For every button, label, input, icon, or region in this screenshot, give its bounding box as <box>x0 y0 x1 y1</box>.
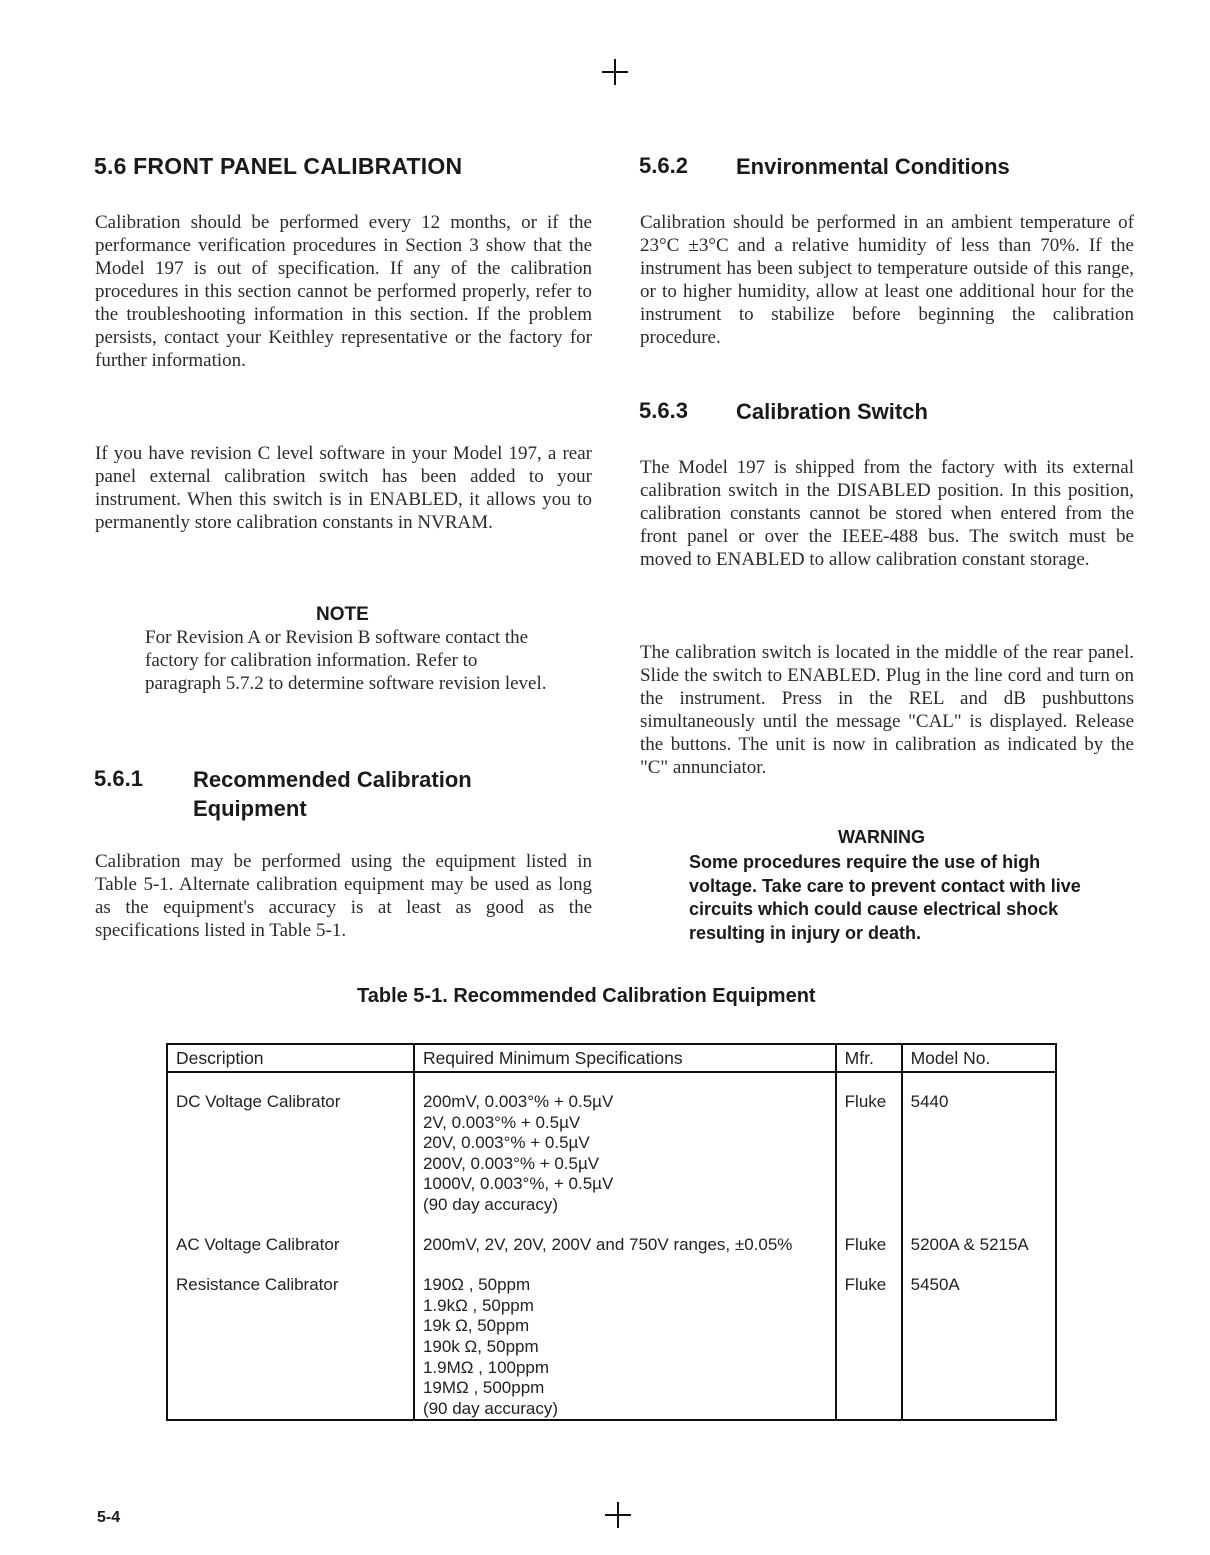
spec-line: 200mV, 2V, 20V, 200V and 750V ranges, ±0.05% <box>422 1234 793 1254</box>
column-header-description: Description <box>167 1044 414 1072</box>
table-row <box>167 1255 1056 1420</box>
spec-line: 200V, 0.003°% + 0.5µV <box>422 1153 600 1173</box>
cell-description: Resistance Calibrator <box>167 1255 414 1420</box>
note-title: NOTE <box>316 604 369 625</box>
spec-line: (90 day accuracy) <box>422 1398 559 1418</box>
spec-line: 20V, 0.003°% + 0.5µV <box>422 1133 590 1153</box>
cell-mfr: Fluke <box>836 1255 902 1420</box>
spec-line: 200mV, 0.003°% + 0.5µV <box>422 1092 614 1111</box>
cell-model: 5200A & 5215A <box>902 1216 1056 1256</box>
column-header-model: Model No. <box>902 1044 1056 1072</box>
page-number: 5-4 <box>97 1509 121 1526</box>
equipment-table <box>166 1043 1057 1421</box>
section-title-5-6-3: Calibration Switch <box>736 399 928 424</box>
spec-line: (90 day accuracy) <box>422 1194 559 1214</box>
cell-specifications <box>414 1216 836 1256</box>
column-header-mfr: Mfr. <box>836 1044 902 1072</box>
spec-line: 190Ω , 50ppm <box>422 1275 531 1295</box>
cell-model: 5450A <box>902 1255 1056 1420</box>
section-title-5-6-1: Recommended Calibration Equipment <box>193 767 472 821</box>
registration-mark-bottom-icon <box>605 1502 631 1528</box>
section-heading-5-6: 5.6 FRONT PANEL CALIBRATION <box>94 153 463 179</box>
column-header-specifications: Required Minimum Specifications <box>414 1044 836 1072</box>
spec-line: 2V, 0.003°% + 0.5µV <box>422 1112 581 1132</box>
section-number-5-6-1: 5.6.1 <box>94 766 143 791</box>
note-body: For Revision A or Revision B software contact the factory for calibration information. Refer to paragraph 5.7.2 to determine software revision level. <box>145 627 547 694</box>
section-number-5-6-3: 5.6.3 <box>639 398 688 423</box>
spec-line: 190k Ω, 50ppm <box>422 1336 539 1356</box>
equipment-paragraph: Calibration may be performed using the equipment listed in Table 5-1. Alternate calibration equipment may be used as long as the equipment's accuracy is at least as good as the specifications listed in Table 5-1. <box>95 851 592 941</box>
switch-paragraph: The Model 197 is shipped from the factory with its external calibration switch in the DISABLED position. In this position, calibration constants cannot be stored when entered from the front panel or over the IEEE-488 bus. The switch must be moved to ENABLED to allow calibration constant storage. <box>640 457 1134 570</box>
table-row <box>167 1216 1056 1256</box>
table-row <box>167 1072 1056 1216</box>
spec-line: 19MΩ , 500ppm <box>422 1378 545 1398</box>
revision-c-paragraph: If you have revision C level software in your Model 197, a rear panel external calibration switch has been added to your instrument. When this switch is in ENABLED, it allows you to permanently store calibration constants in NVRAM. <box>95 443 592 533</box>
cell-specifications <box>414 1255 836 1420</box>
switch-location-paragraph: The calibration switch is located in the middle of the rear panel. Slide the switch to ENABLED. Plug in the line cord and turn on the instrument. Press in the REL and dB pushbuttons simultaneously until the message "CAL" is displayed. Release the buttons. The unit is now in calibration as indicated by the "C" annunciator. <box>640 642 1134 778</box>
cell-description: DC Voltage Calibrator <box>167 1072 414 1216</box>
warning-body: Some procedures require the use of high voltage. Take care to prevent contact with live circuits which could cause electrical shock resulting in injury or death. <box>689 852 1081 943</box>
table-header-row <box>167 1044 1056 1072</box>
registration-mark-top-icon <box>602 59 628 85</box>
spec-line: 1000V, 0.003°%, + 0.5µV <box>422 1174 614 1194</box>
spec-line: 1.9MΩ , 100ppm <box>422 1357 550 1377</box>
intro-paragraph: Calibration should be performed every 12 months, or if the performance verification procedures in Section 3 show that the Model 197 is out of specification. If any of the calibration procedures in this section cannot be performed properly, refer to the troubleshooting information in this section. If the problem persists, contact your Keithley representative or the factory for further information. <box>95 212 592 371</box>
cell-specifications <box>414 1072 836 1216</box>
cell-mfr: Fluke <box>836 1216 902 1256</box>
cell-description: AC Voltage Calibrator <box>167 1216 414 1256</box>
warning-title: WARNING <box>838 827 925 847</box>
section-number-5-6-2: 5.6.2 <box>639 153 688 178</box>
section-title-5-6-2: Environmental Conditions <box>736 154 1010 179</box>
cell-mfr: Fluke <box>836 1072 902 1216</box>
cell-model: 5440 <box>902 1072 1056 1216</box>
spec-line: 19k Ω, 50ppm <box>422 1316 530 1336</box>
spec-line: 1.9kΩ , 50ppm <box>422 1295 534 1315</box>
environment-paragraph: Calibration should be performed in an ambient temperature of 23°C ±3°C and a relative humidity of less than 70%. If the instrument has been subject to temperature outside of this range, or to higher humidity, allow at least one additional hour for the instrument to stabilize before beginning the calibration procedure. <box>640 212 1134 348</box>
table-caption: Table 5-1. Recommended Calibration Equipment <box>357 985 816 1007</box>
